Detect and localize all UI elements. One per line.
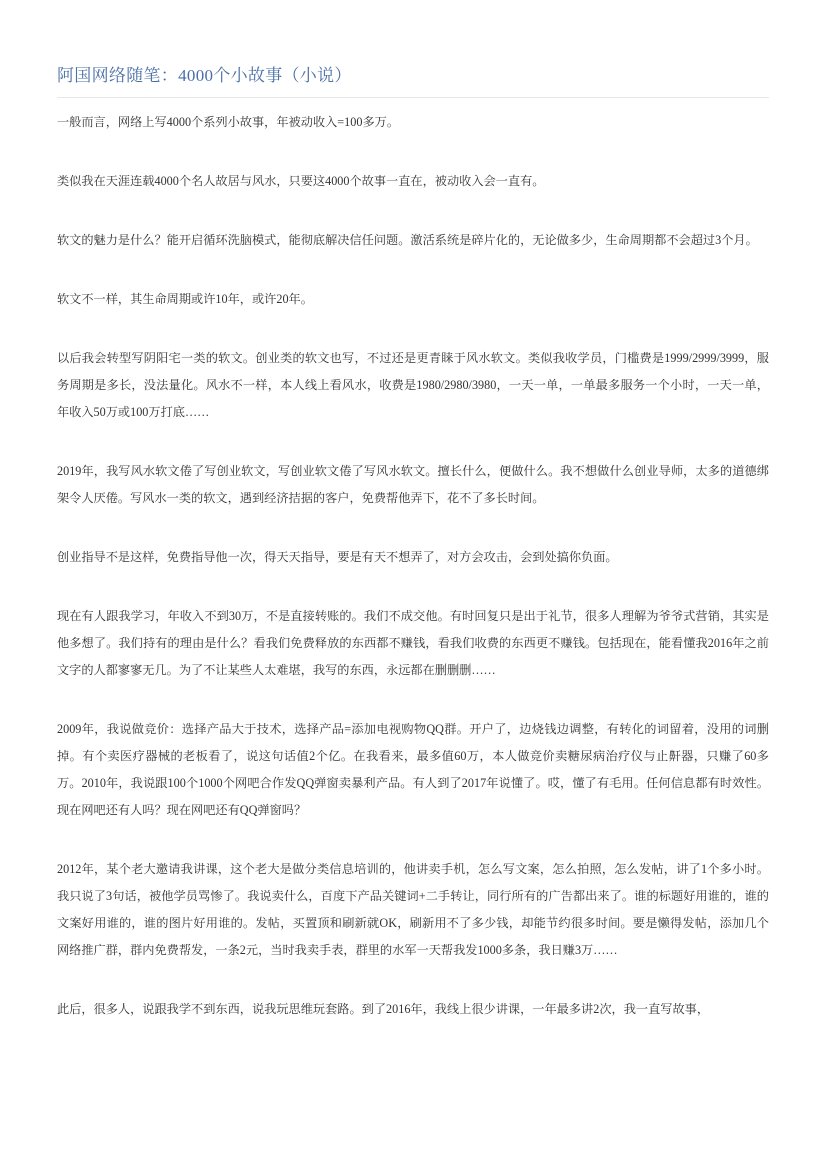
paragraph: 一般而言，网络上写4000个系列小故事，年被动收入=100多万。 <box>57 115 400 129</box>
paragraph: 2009年，我说做竞价：选择产品大于技术，选择产品=添加电视购物QQ群。开户了，边烧钱边调整，有转化的词留着，没用的词删掉。有个卖医疗器械的老板看了，说这句话值2个亿。在我看来，最多值60万，本人做竞价卖糖尿病治疗仪与止鼾器，只赚了60多万。2010年，我说跟100个1000个网吧合作发QQ弹窗卖暴利产品。有人到了2017年说懂了。哎，懂了有毛用。任何信息都有时效性。现在网吧还有人吗？现在网吧还有QQ弹窗吗？ <box>57 722 769 817</box>
article <box>57 0 769 1055</box>
paragraph: 软文不一样，其生命周期或许10年，或许20年。 <box>57 292 313 306</box>
article-body <box>57 109 769 1023</box>
paragraph: 类似我在天涯连载4000个名人故居与风水，只要这4000个故事一直在，被动收入会一直有。 <box>57 174 545 188</box>
paragraph: 现在有人跟我学习，年收入不到30万，不是直接转账的。我们不成交他。有时回复只是出于礼节，很多人理解为爷爷式营销，其实是他多想了。我们持有的理由是什么？看我们免费释放的东西都不赚钱，看我们收费的东西更不赚钱。包括现在，能看懂我2016年之前文字的人都寥寥无几。为了不让某些人太难堪，我写的东西，永远都在删删删…… <box>57 609 769 677</box>
paragraph: 此后，很多人，说跟我学不到东西，说我玩思维玩套路。到了2016年，我线上很少讲课，一年最多讲2次，我一直写故事， <box>57 1002 710 1016</box>
paragraph: 2019年，我写风水软文倦了写创业软文，写创业软文倦了写风水软文。擅长什么，便做什么。我不想做什么创业导师，太多的道德绑架令人厌倦。写风水一类的软文，遇到经济拮据的客户，免费帮他弄下，花不了多长时间。 <box>57 464 769 505</box>
title-divider <box>57 97 769 98</box>
paragraph: 2012年，某个老大邀请我讲课，这个老大是做分类信息培训的，他讲卖手机，怎么写文案，怎么拍照，怎么发帖，讲了1个多小时。我只说了3句话，被他学员骂惨了。我说卖什么，百度下产品关键词+二手转让，同行所有的广告都出来了。谁的标题好用谁的，谁的文案好用谁的，谁的图片好用谁的。发帖，买置顶和刷新就OK，刷新用不了多少钱，却能节约很多时间。要是懒得发帖，添加几个网络推广群，群内免费帮发，一条2元，当时我卖手表，群里的水军一天帮我发1000多条，我日赚3万…… <box>57 862 769 957</box>
paragraph: 软文的魅力是什么？能开启循环洗脑模式，能彻底解决信任问题。激活系统是碎片化的，无论做多少，生命周期都不会超过3个月。 <box>57 233 758 247</box>
page-title: 阿国网络随笔：4000个小故事（小说） <box>57 66 352 85</box>
paragraph: 创业指导不是这样，免费指导他一次，得天天指导，要是有天不想弄了，对方会攻击，会到处搞你负面。 <box>57 550 618 564</box>
paragraph: 以后我会转型写阴阳宅一类的软文。创业类的软文也写，不过还是更青睐于风水软文。类似我收学员，门槛费是1999/2999/3999，服务周期是多长，没法量化。风水不一样，本人线上看风水，收费是1980/2980/3980，一天一单，一单最多服务一个小时，一天一单，年收入50万或100万打底…… <box>57 351 769 419</box>
